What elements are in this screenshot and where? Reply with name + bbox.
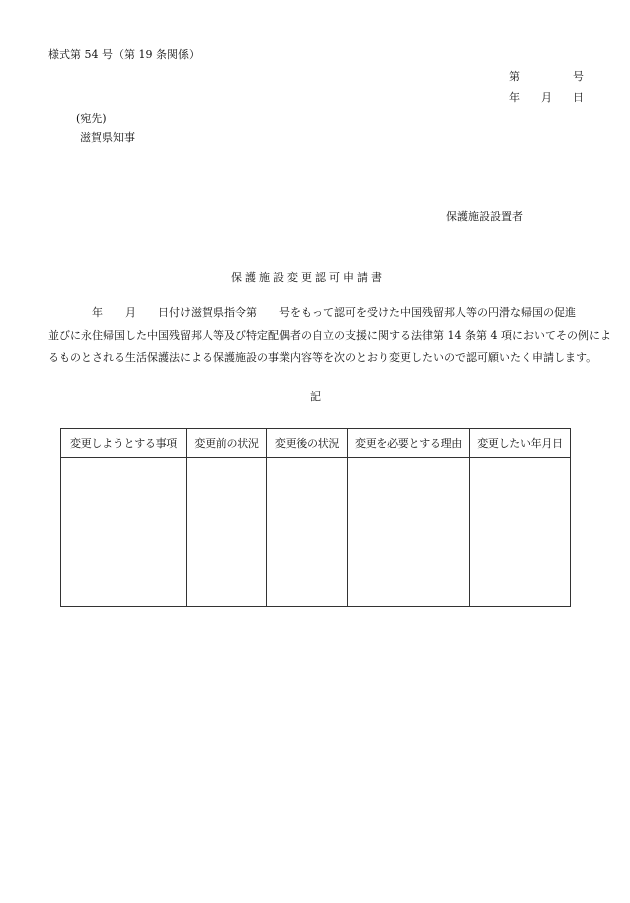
body-line-3: るものとされる生活保護法による保護施設の事業内容等を次のとおり変更したいので認可願いたく申請します。 (48, 351, 598, 364)
addressee: 滋賀県知事 (80, 131, 135, 144)
header-item: 変更しようとする事項 (61, 429, 187, 458)
change-table (60, 428, 571, 607)
number-prefix: 第 (509, 70, 520, 83)
header-date: 変更したい年月日 (470, 429, 571, 458)
number-suffix: 号 (573, 70, 584, 83)
date-month: 月 (541, 91, 552, 104)
cell-date[interactable] (470, 458, 571, 607)
body-line-2: 並びに永住帰国した中国残留邦人等及び特定配偶者の自立の支援に関する法律第 14 条第 4 項においてその例によ (48, 329, 611, 342)
cell-before[interactable] (187, 458, 267, 607)
document-title: 保護施設変更認可申請書 (231, 271, 385, 284)
document-number (509, 70, 584, 84)
body-line-1: 年 月 日付け滋賀県指令第 号をもって認可を受けた中国残留邦人等の円滑な帰国の促進 (48, 306, 576, 319)
form-label: 様式第 54 号（第 19 条関係） (48, 48, 200, 61)
table-header-row (61, 429, 571, 458)
ki-marker: 記 (310, 390, 321, 403)
cell-reason[interactable] (348, 458, 470, 607)
table-row (61, 458, 571, 607)
addressee-prefix: (宛先) (76, 112, 107, 125)
date-year: 年 (509, 91, 520, 104)
cell-after[interactable] (267, 458, 348, 607)
date-day: 日 (573, 91, 584, 104)
cell-item[interactable] (61, 458, 187, 607)
header-before: 変更前の状況 (187, 429, 267, 458)
applicant-label: 保護施設設置者 (446, 210, 523, 223)
document-date (509, 91, 584, 105)
header-after: 変更後の状況 (267, 429, 348, 458)
header-reason: 変更を必要とする理由 (348, 429, 470, 458)
